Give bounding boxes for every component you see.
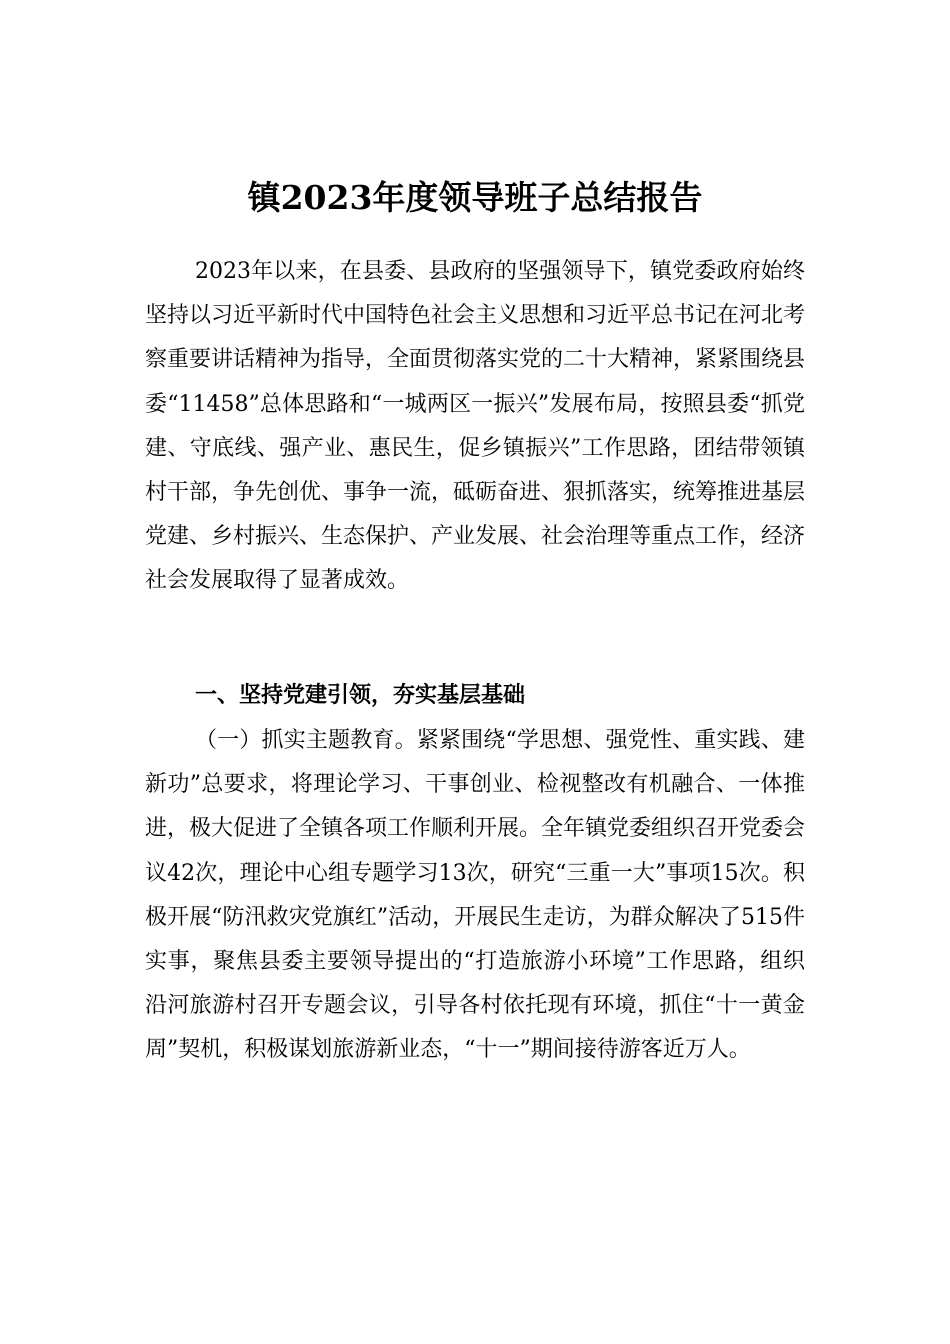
section-1-paragraph-1: （一）抓实主题教育。紧紧围绕“学思想、强党性、重实践、建新功”总要求，将理论学习、干事创业、检视整改有机融合、一体推进，极大促进了全镇各项工作顺利开展。全年镇党委组织召开党委会议42次，理论中心组专题学习13次，研究“三重一大”事项15次。积极开展“防汛救灾党旗红”活动，开展民生走访，为群众解决了515件实事，聚焦县委主要领导提出的“打造旅游小环境”工作思路，组织沿河旅游村召开专题会议，引导各村依托现有环境，抓住“十一黄金周”契机，积极谋划旅游新业态，“十一”期间接待游客近万人。: [145, 728, 806, 1063]
intro-paragraph: 2023年以来，在县委、县政府的坚强领导下，镇党委政府始终坚持以习近平新时代中国特色社会主义思想和习近平总书记在河北考察重要讲话精神为指导，全面贯彻落实党的二十大精神，紧紧围绕县委“11458”总体思路和“一城两区一振兴”发展布局，按照县委“抓党建、守底线、强产业、惠民生，促乡镇振兴”工作思路，团结带领镇村干部，争先创优、事争一流，砥砺奋进、狠抓落实，统筹推进基层党建、乡村振兴、生态保护、产业发展、社会治理等重点工作，经济社会发展取得了显著成效。: [145, 259, 806, 594]
section-heading-1: 一、坚持党建引领，夯实基层基础: [195, 683, 526, 708]
document-title: 镇2023年度领导班子总结报告: [247, 178, 703, 217]
